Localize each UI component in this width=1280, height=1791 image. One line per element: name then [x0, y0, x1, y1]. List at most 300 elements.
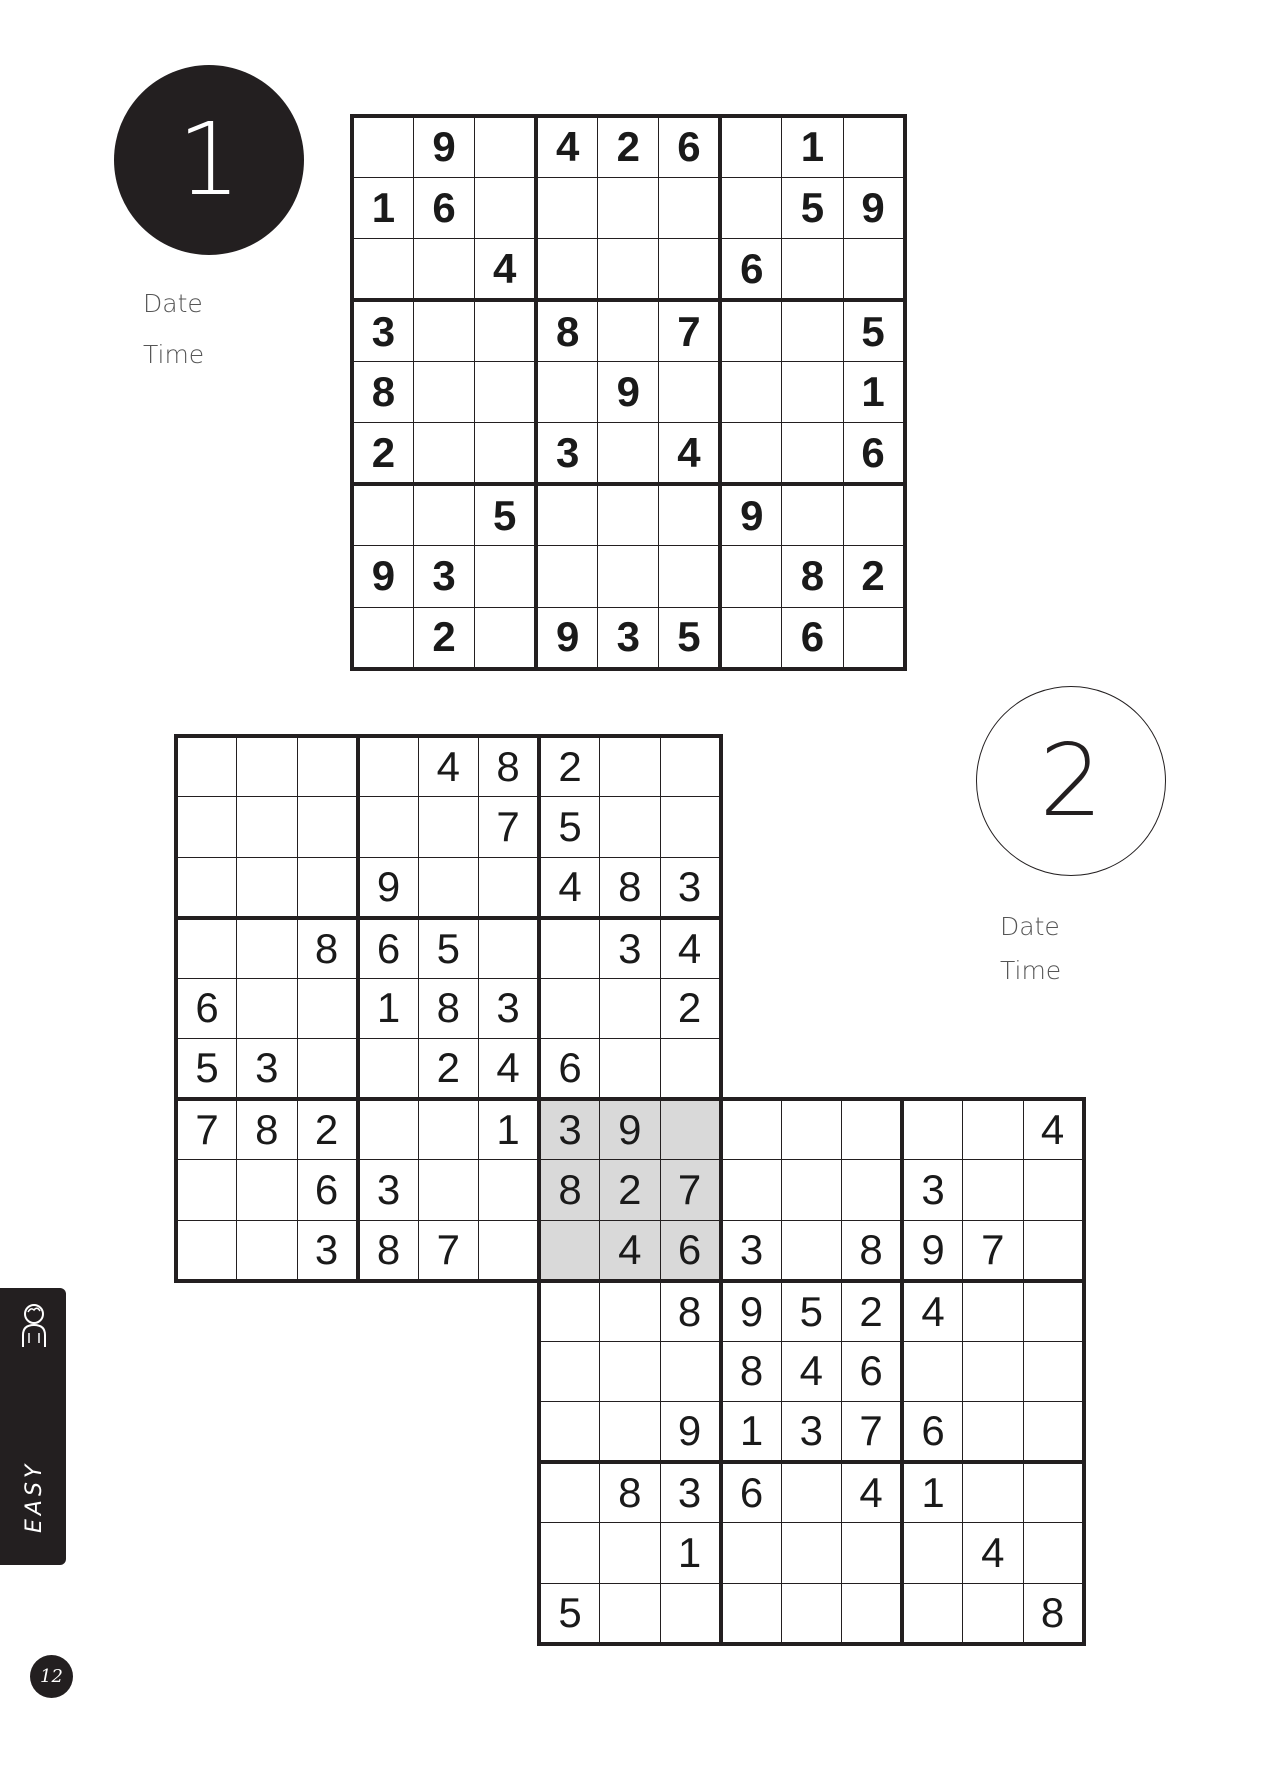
puzzle-2-cell[interactable]: [600, 1583, 661, 1644]
puzzle-1-cell[interactable]: 5: [475, 484, 536, 545]
puzzle-1-cell[interactable]: [475, 177, 536, 238]
puzzle-2-cell[interactable]: [539, 1341, 600, 1402]
puzzle-1-cell[interactable]: [413, 423, 474, 484]
empty-space: [721, 918, 782, 979]
puzzle-2-cell[interactable]: 8: [358, 1220, 419, 1281]
empty-space: [358, 1462, 419, 1523]
empty-space: [237, 1523, 298, 1584]
puzzle-1-cell[interactable]: [782, 362, 843, 423]
puzzle-2-cell[interactable]: [176, 1220, 237, 1281]
puzzle-2-cell[interactable]: 2: [539, 736, 600, 797]
puzzle-2-cell[interactable]: 8: [1023, 1583, 1084, 1644]
empty-space: [1023, 978, 1084, 1039]
puzzle-1-date-label: Date: [143, 289, 203, 318]
puzzle-1-cell[interactable]: 6: [720, 239, 781, 300]
puzzle-2-cell[interactable]: [479, 857, 540, 918]
puzzle-1-cell[interactable]: 6: [782, 607, 843, 668]
empty-space: [237, 1281, 298, 1342]
difficulty-label: EASY: [22, 1460, 47, 1533]
puzzle-2-cell[interactable]: 9: [902, 1220, 963, 1281]
puzzle-2-cell[interactable]: [1023, 1281, 1084, 1342]
puzzle-1-number-badge: [114, 65, 304, 255]
puzzle-2-cell[interactable]: [660, 1099, 721, 1160]
puzzle-1-grid: [350, 114, 907, 671]
puzzle-1-cell[interactable]: 3: [352, 300, 413, 361]
puzzle-1-cell[interactable]: [659, 546, 720, 607]
empty-space: [479, 1341, 540, 1402]
puzzle-2-cell[interactable]: 8: [479, 736, 540, 797]
empty-space: [902, 736, 963, 797]
puzzle-2-cell[interactable]: [600, 797, 661, 858]
puzzle-2-cell[interactable]: [1023, 1220, 1084, 1281]
puzzle-1-cell[interactable]: 9: [598, 362, 659, 423]
puzzle-2-cell[interactable]: [237, 1160, 298, 1221]
puzzle-2-cell[interactable]: 4: [1023, 1099, 1084, 1160]
puzzle-2-cell[interactable]: [479, 1160, 540, 1221]
puzzle-1-cell[interactable]: [720, 546, 781, 607]
puzzle-1-cell[interactable]: 5: [782, 177, 843, 238]
puzzle-2-cell[interactable]: [1023, 1462, 1084, 1523]
puzzle-1-cell[interactable]: 1: [843, 362, 904, 423]
puzzle-1-cell[interactable]: 6: [413, 177, 474, 238]
puzzle-2-cell[interactable]: [358, 797, 419, 858]
puzzle-2-cell[interactable]: [237, 736, 298, 797]
puzzle-1-cell[interactable]: 8: [536, 300, 597, 361]
puzzle-2-cell[interactable]: [418, 797, 479, 858]
empty-space: [842, 857, 903, 918]
puzzle-1-cell[interactable]: [352, 116, 413, 177]
puzzle-2-cell[interactable]: 7: [963, 1220, 1024, 1281]
puzzle-2-cell[interactable]: [418, 1160, 479, 1221]
puzzle-2-cell[interactable]: 8: [600, 1462, 661, 1523]
puzzle-1-cell[interactable]: 9: [536, 607, 597, 668]
puzzle-1-cell[interactable]: [720, 423, 781, 484]
puzzle-2-cell[interactable]: [781, 1462, 842, 1523]
puzzle-2-cell[interactable]: [539, 1402, 600, 1463]
puzzle-2-cell[interactable]: 5: [539, 797, 600, 858]
puzzle-1-cell[interactable]: 6: [659, 116, 720, 177]
puzzle-1-cell[interactable]: [782, 484, 843, 545]
puzzle-1-cell[interactable]: [413, 362, 474, 423]
puzzle-1-cell[interactable]: [782, 423, 843, 484]
puzzle-1-cell[interactable]: 9: [843, 177, 904, 238]
puzzle-1-cell[interactable]: [536, 239, 597, 300]
puzzle-2-cell[interactable]: 6: [176, 978, 237, 1039]
puzzle-2-cell[interactable]: 6: [358, 918, 419, 979]
empty-space: [297, 1341, 358, 1402]
empty-space: [358, 1281, 419, 1342]
puzzle-2-cell[interactable]: 6: [660, 1220, 721, 1281]
puzzle-2-cell[interactable]: 9: [600, 1099, 661, 1160]
puzzle-1-cell[interactable]: 4: [475, 239, 536, 300]
empty-space: [963, 918, 1024, 979]
puzzle-2-cell[interactable]: [1023, 1341, 1084, 1402]
puzzle-1-cell[interactable]: [720, 177, 781, 238]
empty-space: [721, 1039, 782, 1100]
puzzle-1-cell[interactable]: [475, 116, 536, 177]
puzzle-2-cell[interactable]: [297, 978, 358, 1039]
empty-space: [297, 1281, 358, 1342]
puzzle-2-number: 2: [1039, 722, 1103, 839]
empty-space: [176, 1281, 237, 1342]
puzzle-2-cell[interactable]: [660, 736, 721, 797]
puzzle-1-cell[interactable]: [659, 177, 720, 238]
puzzle-2-cell[interactable]: [842, 1523, 903, 1584]
puzzle-2-cell[interactable]: 2: [418, 1039, 479, 1100]
puzzle-2-cell[interactable]: [600, 1402, 661, 1463]
puzzle-1-cell[interactable]: [536, 362, 597, 423]
puzzle-2-cell[interactable]: [418, 1099, 479, 1160]
puzzle-2-cell[interactable]: [781, 1523, 842, 1584]
puzzle-2-cell[interactable]: [297, 857, 358, 918]
puzzle-2-cell[interactable]: [358, 1099, 419, 1160]
puzzle-2-cell[interactable]: [963, 1160, 1024, 1221]
puzzle-2-cell[interactable]: 4: [539, 857, 600, 918]
puzzle-2-cell[interactable]: 6: [842, 1341, 903, 1402]
puzzle-2-cell[interactable]: [600, 1281, 661, 1342]
empty-space: [297, 1462, 358, 1523]
empty-space: [721, 736, 782, 797]
puzzle-1-cell[interactable]: [413, 484, 474, 545]
puzzle-2-cell[interactable]: 3: [358, 1160, 419, 1221]
empty-space: [237, 1583, 298, 1644]
puzzle-2-cell[interactable]: 2: [842, 1281, 903, 1342]
puzzle-1-cell[interactable]: [843, 239, 904, 300]
puzzle-2-cell[interactable]: [660, 1341, 721, 1402]
puzzle-2-cell[interactable]: 3: [721, 1220, 782, 1281]
puzzle-1-cell[interactable]: [475, 546, 536, 607]
puzzle-2-cell[interactable]: [1023, 1160, 1084, 1221]
empty-space: [479, 1583, 540, 1644]
puzzle-2-cell[interactable]: [902, 1523, 963, 1584]
puzzle-1-cell[interactable]: 9: [413, 116, 474, 177]
puzzle-2-cell[interactable]: [237, 857, 298, 918]
puzzle-1-cell[interactable]: 3: [536, 423, 597, 484]
puzzle-2-cell[interactable]: [721, 1583, 782, 1644]
puzzle-1-cell[interactable]: [352, 607, 413, 668]
empty-space: [418, 1462, 479, 1523]
puzzle-1-cell[interactable]: [536, 546, 597, 607]
puzzle-2-cell[interactable]: [902, 1099, 963, 1160]
empty-space: [418, 1402, 479, 1463]
puzzle-2-cell[interactable]: [539, 1462, 600, 1523]
empty-space: [721, 857, 782, 918]
puzzle-2-cell[interactable]: 9: [660, 1402, 721, 1463]
puzzle-2-cell[interactable]: 5: [176, 1039, 237, 1100]
puzzle-2-cell[interactable]: 3: [237, 1039, 298, 1100]
puzzle-1-cell[interactable]: [413, 300, 474, 361]
puzzle-2-cell[interactable]: [176, 857, 237, 918]
puzzle-2-cell[interactable]: [721, 1160, 782, 1221]
puzzle-1-cell[interactable]: 2: [598, 116, 659, 177]
puzzle-1-cell[interactable]: [843, 116, 904, 177]
puzzle-1-number: 1: [177, 101, 241, 218]
puzzle-1-cell[interactable]: 3: [413, 546, 474, 607]
puzzle-2-cell[interactable]: 3: [660, 857, 721, 918]
puzzle-2-cell[interactable]: [902, 1583, 963, 1644]
puzzle-1-cell[interactable]: [475, 362, 536, 423]
puzzle-1-cell[interactable]: [598, 300, 659, 361]
puzzle-2-cell[interactable]: [176, 918, 237, 979]
empty-space: [418, 1523, 479, 1584]
puzzle-2-cell[interactable]: 4: [902, 1281, 963, 1342]
puzzle-2-twin-grid: [174, 734, 1086, 1646]
puzzle-2-cell[interactable]: [539, 1523, 600, 1584]
puzzle-2-cell[interactable]: 3: [781, 1402, 842, 1463]
puzzle-2-cell[interactable]: 3: [902, 1160, 963, 1221]
puzzle-1-cell[interactable]: 9: [720, 484, 781, 545]
puzzle-2-cell[interactable]: 7: [418, 1220, 479, 1281]
empty-space: [176, 1583, 237, 1644]
puzzle-1-cell[interactable]: [782, 239, 843, 300]
puzzle-1-cell[interactable]: [598, 423, 659, 484]
puzzle-2-time-label: Time: [1000, 956, 1062, 985]
puzzle-2-cell[interactable]: 4: [418, 736, 479, 797]
puzzle-2-cell[interactable]: 4: [963, 1523, 1024, 1584]
puzzle-2-cell[interactable]: [358, 1039, 419, 1100]
puzzle-2-cell[interactable]: 3: [539, 1099, 600, 1160]
puzzle-2-cell[interactable]: [600, 736, 661, 797]
puzzle-2-cell[interactable]: 2: [297, 1099, 358, 1160]
empty-space: [781, 857, 842, 918]
puzzle-1-cell[interactable]: 2: [413, 607, 474, 668]
puzzle-2-cell[interactable]: [539, 978, 600, 1039]
puzzle-2-cell[interactable]: 3: [660, 1462, 721, 1523]
puzzle-2-cell[interactable]: 9: [721, 1281, 782, 1342]
empty-space: [358, 1583, 419, 1644]
puzzle-2-cell[interactable]: 5: [418, 918, 479, 979]
puzzle-1-cell[interactable]: [352, 484, 413, 545]
puzzle-2-cell[interactable]: [176, 736, 237, 797]
puzzle-1-cell[interactable]: 3: [598, 607, 659, 668]
puzzle-2-cell[interactable]: 2: [600, 1160, 661, 1221]
empty-space: [237, 1402, 298, 1463]
empty-space: [963, 1039, 1024, 1100]
puzzle-2-cell[interactable]: [358, 736, 419, 797]
puzzle-2-cell[interactable]: [963, 1583, 1024, 1644]
puzzle-1-cell[interactable]: 2: [843, 546, 904, 607]
puzzle-2-cell[interactable]: 1: [660, 1523, 721, 1584]
puzzle-2-cell[interactable]: 8: [721, 1341, 782, 1402]
puzzle-2-cell[interactable]: [721, 1523, 782, 1584]
puzzle-2-cell[interactable]: 5: [539, 1583, 600, 1644]
puzzle-2-date-label: Date: [1000, 912, 1060, 941]
page-number-text: 12: [40, 1666, 63, 1687]
empty-space: [721, 978, 782, 1039]
puzzle-2-cell[interactable]: [600, 978, 661, 1039]
puzzle-2-cell[interactable]: 6: [902, 1402, 963, 1463]
puzzle-1-cell[interactable]: [659, 239, 720, 300]
empty-space: [237, 1462, 298, 1523]
empty-space: [479, 1402, 540, 1463]
puzzle-2-cell[interactable]: [297, 797, 358, 858]
puzzle-2-cell[interactable]: [479, 918, 540, 979]
empty-space: [963, 857, 1024, 918]
person-icon: [20, 1303, 48, 1349]
puzzle-2-cell[interactable]: 3: [600, 918, 661, 979]
puzzle-2-cell[interactable]: 6: [721, 1462, 782, 1523]
puzzle-2-cell[interactable]: [963, 1281, 1024, 1342]
puzzle-1-cell[interactable]: [598, 239, 659, 300]
puzzle-2-cell[interactable]: 1: [479, 1099, 540, 1160]
puzzle-2-cell[interactable]: [600, 1039, 661, 1100]
puzzle-1-cell[interactable]: [598, 484, 659, 545]
puzzle-2-cell[interactable]: 4: [479, 1039, 540, 1100]
puzzle-2-cell[interactable]: [842, 1160, 903, 1221]
puzzle-2-cell[interactable]: [297, 736, 358, 797]
puzzle-1-cell[interactable]: [659, 362, 720, 423]
puzzle-1-cell[interactable]: [475, 423, 536, 484]
puzzle-2-cell[interactable]: 4: [600, 1220, 661, 1281]
puzzle-2-cell[interactable]: 8: [600, 857, 661, 918]
puzzle-1-cell[interactable]: [598, 546, 659, 607]
puzzle-2-cell[interactable]: [1023, 1523, 1084, 1584]
puzzle-1-cell[interactable]: [720, 116, 781, 177]
puzzle-1-cell[interactable]: 7: [659, 300, 720, 361]
puzzle-2-cell[interactable]: 4: [842, 1462, 903, 1523]
puzzle-2-cell[interactable]: [902, 1341, 963, 1402]
puzzle-2-cell[interactable]: 3: [297, 1220, 358, 1281]
empty-space: [902, 797, 963, 858]
puzzle-1-cell[interactable]: [413, 239, 474, 300]
puzzle-1-cell[interactable]: 6: [843, 423, 904, 484]
puzzle-1-cell[interactable]: [536, 484, 597, 545]
puzzle-1-cell[interactable]: [475, 300, 536, 361]
puzzle-2-cell[interactable]: [963, 1099, 1024, 1160]
empty-space: [176, 1341, 237, 1402]
puzzle-2-cell[interactable]: [237, 797, 298, 858]
puzzle-1-cell[interactable]: [475, 607, 536, 668]
puzzle-1-cell[interactable]: 8: [782, 546, 843, 607]
puzzle-2-cell[interactable]: [237, 918, 298, 979]
puzzle-1-cell[interactable]: 2: [352, 423, 413, 484]
puzzle-2-cell[interactable]: 6: [539, 1039, 600, 1100]
puzzle-2-cell[interactable]: 1: [721, 1402, 782, 1463]
puzzle-2-cell[interactable]: 1: [902, 1462, 963, 1523]
empty-space: [1023, 918, 1084, 979]
puzzle-1-cell[interactable]: 4: [659, 423, 720, 484]
puzzle-1-cell[interactable]: [720, 362, 781, 423]
puzzle-1-cell[interactable]: 5: [659, 607, 720, 668]
puzzle-1-cell[interactable]: [598, 177, 659, 238]
puzzle-2-cell[interactable]: [963, 1462, 1024, 1523]
puzzle-2-cell[interactable]: [781, 1099, 842, 1160]
puzzle-2-cell[interactable]: [600, 1523, 661, 1584]
puzzle-2-cell[interactable]: [660, 1039, 721, 1100]
puzzle-2-cell[interactable]: [418, 857, 479, 918]
puzzle-2-cell[interactable]: [781, 1160, 842, 1221]
puzzle-2-cell[interactable]: [1023, 1402, 1084, 1463]
empty-space: [479, 1281, 540, 1342]
puzzle-1-cell[interactable]: 1: [352, 177, 413, 238]
puzzle-2-cell[interactable]: 8: [660, 1281, 721, 1342]
puzzle-2-cell[interactable]: [539, 1220, 600, 1281]
difficulty-tab: [0, 1288, 66, 1565]
puzzle-2-cell[interactable]: 3: [479, 978, 540, 1039]
empty-space: [781, 797, 842, 858]
puzzle-2-cell[interactable]: [479, 1220, 540, 1281]
puzzle-2-cell[interactable]: [237, 978, 298, 1039]
puzzle-1-cell[interactable]: [659, 484, 720, 545]
puzzle-1-cell[interactable]: [536, 177, 597, 238]
puzzle-1-cell[interactable]: 5: [843, 300, 904, 361]
puzzle-2-cell[interactable]: 4: [660, 918, 721, 979]
empty-space: [297, 1583, 358, 1644]
puzzle-2-cell[interactable]: 7: [842, 1402, 903, 1463]
puzzle-2-cell[interactable]: 7: [660, 1160, 721, 1221]
empty-space: [418, 1583, 479, 1644]
puzzle-1-cell[interactable]: 8: [352, 362, 413, 423]
puzzle-2-cell[interactable]: [842, 1099, 903, 1160]
puzzle-1-cell[interactable]: [352, 239, 413, 300]
puzzle-1-cell[interactable]: [720, 607, 781, 668]
empty-space: [963, 736, 1024, 797]
puzzle-2-cell[interactable]: 9: [358, 857, 419, 918]
empty-space: [781, 918, 842, 979]
empty-space: [902, 978, 963, 1039]
empty-space: [479, 1523, 540, 1584]
puzzle-2-cell[interactable]: 8: [539, 1160, 600, 1221]
empty-space: [963, 797, 1024, 858]
puzzle-2-cell[interactable]: [963, 1341, 1024, 1402]
puzzle-2-cell[interactable]: [781, 1220, 842, 1281]
puzzle-2-cell[interactable]: [781, 1583, 842, 1644]
empty-space: [781, 1039, 842, 1100]
empty-space: [479, 1462, 540, 1523]
puzzle-2-cell[interactable]: 8: [842, 1220, 903, 1281]
empty-space: [1023, 736, 1084, 797]
puzzle-2-cell[interactable]: [842, 1583, 903, 1644]
puzzle-2-cell[interactable]: [237, 1220, 298, 1281]
empty-space: [358, 1523, 419, 1584]
puzzle-2-cell[interactable]: [600, 1341, 661, 1402]
empty-space: [237, 1341, 298, 1402]
puzzle-2-cell[interactable]: [539, 1281, 600, 1342]
puzzle-2-cell[interactable]: [660, 797, 721, 858]
puzzle-1-cell[interactable]: [843, 607, 904, 668]
empty-space: [1023, 857, 1084, 918]
empty-space: [358, 1341, 419, 1402]
puzzle-1-cell[interactable]: 4: [536, 116, 597, 177]
puzzle-1-cell[interactable]: [843, 484, 904, 545]
puzzle-2-cell[interactable]: [176, 797, 237, 858]
puzzle-2-cell[interactable]: 1: [358, 978, 419, 1039]
puzzle-2-cell[interactable]: 5: [781, 1281, 842, 1342]
puzzle-2-cell[interactable]: 2: [660, 978, 721, 1039]
puzzle-2-cell[interactable]: 8: [418, 978, 479, 1039]
puzzle-1-cell[interactable]: 1: [782, 116, 843, 177]
puzzle-2-cell[interactable]: [963, 1402, 1024, 1463]
puzzle-2-cell[interactable]: [176, 1160, 237, 1221]
puzzle-2-cell[interactable]: 7: [176, 1099, 237, 1160]
puzzle-2-cell[interactable]: 6: [297, 1160, 358, 1221]
puzzle-1-cell[interactable]: 9: [352, 546, 413, 607]
puzzle-2-cell[interactable]: [660, 1583, 721, 1644]
puzzle-2-cell[interactable]: 7: [479, 797, 540, 858]
empty-space: [358, 1402, 419, 1463]
puzzle-2-cell[interactable]: [721, 1099, 782, 1160]
puzzle-1-cell[interactable]: [720, 300, 781, 361]
puzzle-2-cell[interactable]: 8: [237, 1099, 298, 1160]
puzzle-1-cell[interactable]: [782, 300, 843, 361]
puzzle-2-cell[interactable]: 8: [297, 918, 358, 979]
puzzle-2-cell[interactable]: [539, 918, 600, 979]
empty-space: [721, 797, 782, 858]
empty-space: [176, 1402, 237, 1463]
empty-space: [842, 736, 903, 797]
puzzle-2-cell[interactable]: [297, 1039, 358, 1100]
puzzle-2-cell[interactable]: 4: [781, 1341, 842, 1402]
